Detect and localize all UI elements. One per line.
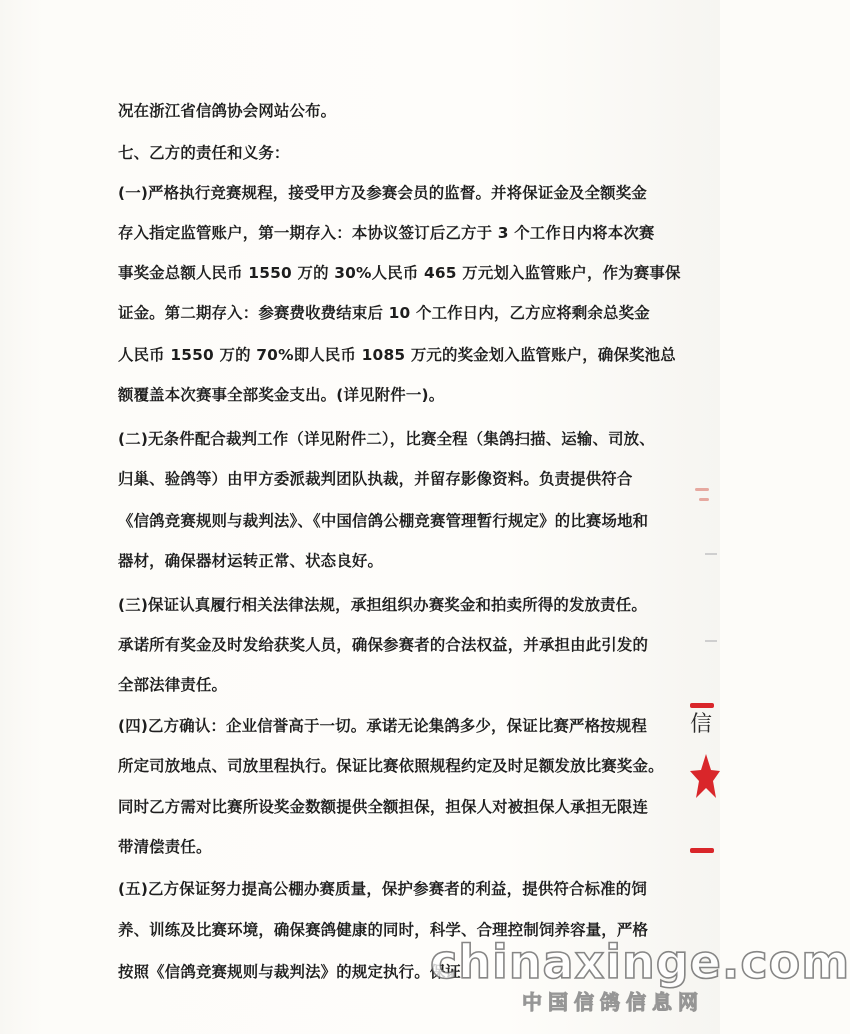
text-line: 所定司放地点、司放里程执行。保证比赛依照规程约定及时足额发放比赛奖金。: [118, 757, 664, 775]
text-line: 全部法律责任。: [118, 676, 228, 694]
text-line: 《信鸽竞赛规则与裁判法》、《中国信鸽公棚竞赛管理暂行规定》的比赛场地和: [118, 512, 649, 530]
edge-mark: [705, 553, 717, 555]
text-line: 证金。第二期存入：参赛费收费结束后 10 个工作日内，乙方应将剩余总奖金: [118, 304, 650, 322]
text-line: (二)无条件配合裁判工作（详见附件二），比赛全程（集鸽扫描、运输、司放、: [118, 430, 655, 448]
stamp-residue-mark: [695, 488, 709, 491]
stamp-residue-mark: [699, 498, 709, 501]
seal-bracket-top: [690, 703, 714, 708]
text-line: 同时乙方需对比赛所设奖金数额提供全额担保，担保人对被担保人承担无限连: [118, 798, 649, 816]
text-line: (四)乙方确认：企业信誉高于一切。承诺无论集鸽多少，保证比赛严格按规程: [118, 717, 647, 735]
section-heading: 七、乙方的责任和义务：: [118, 144, 290, 162]
text-line: 存入指定监管账户，第一期存入：本协议签订后乙方于 3 个工作日内将本次赛: [118, 224, 655, 242]
seal-star-icon: [684, 752, 720, 800]
text-line: 额覆盖本次赛事全部奖金支出。(详见附件一)。: [118, 386, 445, 404]
seal-bracket-bottom: [690, 848, 714, 853]
text-line: (三)保证认真履行相关法律法规，承担组织办赛奖金和拍卖所得的发放责任。: [118, 596, 647, 614]
text-line: 归巢、验鸽等）由甲方委派裁判团队执裁，并留存影像资料。负责提供符合: [118, 470, 633, 488]
edge-mark: [705, 640, 717, 642]
text-line: 事奖金总额人民币 1550 万的 30%人民币 465 万元划入监管账户，作为赛事保: [118, 264, 681, 282]
seal-char: 信: [690, 712, 713, 737]
text-line: 器材，确保器材运转正常、状态良好。: [118, 552, 384, 570]
watermark-domain: chinaxinge.com: [430, 935, 850, 989]
text-line: 按照《信鸽竞赛规则与裁判法》的规定执行。保证: [118, 963, 461, 981]
text-line: 承诺所有奖金及时发给获奖人员，确保参赛者的合法权益，并承担由此引发的: [118, 636, 649, 654]
text-line: (五)乙方保证努力提高公棚办赛质量，保护参赛者的利益，提供符合标准的饲: [118, 880, 647, 898]
watermark-site-name: 中国信鸽信息网: [522, 990, 704, 1014]
text-line: (一)严格执行竞赛规程，接受甲方及参赛会员的监督。并将保证金及全额奖金: [118, 184, 647, 202]
text-line: 况在浙江省信鸽协会网站公布。: [118, 102, 337, 120]
text-line: 养、训练及比赛环境，确保赛鸽健康的同时，科学、合理控制饲养容量，严格: [118, 921, 649, 939]
text-line: 人民币 1550 万的 70%即人民币 1085 万元的奖金划入监管账户，确保奖池总: [118, 346, 676, 364]
text-line: 带清偿责任。: [118, 838, 212, 856]
